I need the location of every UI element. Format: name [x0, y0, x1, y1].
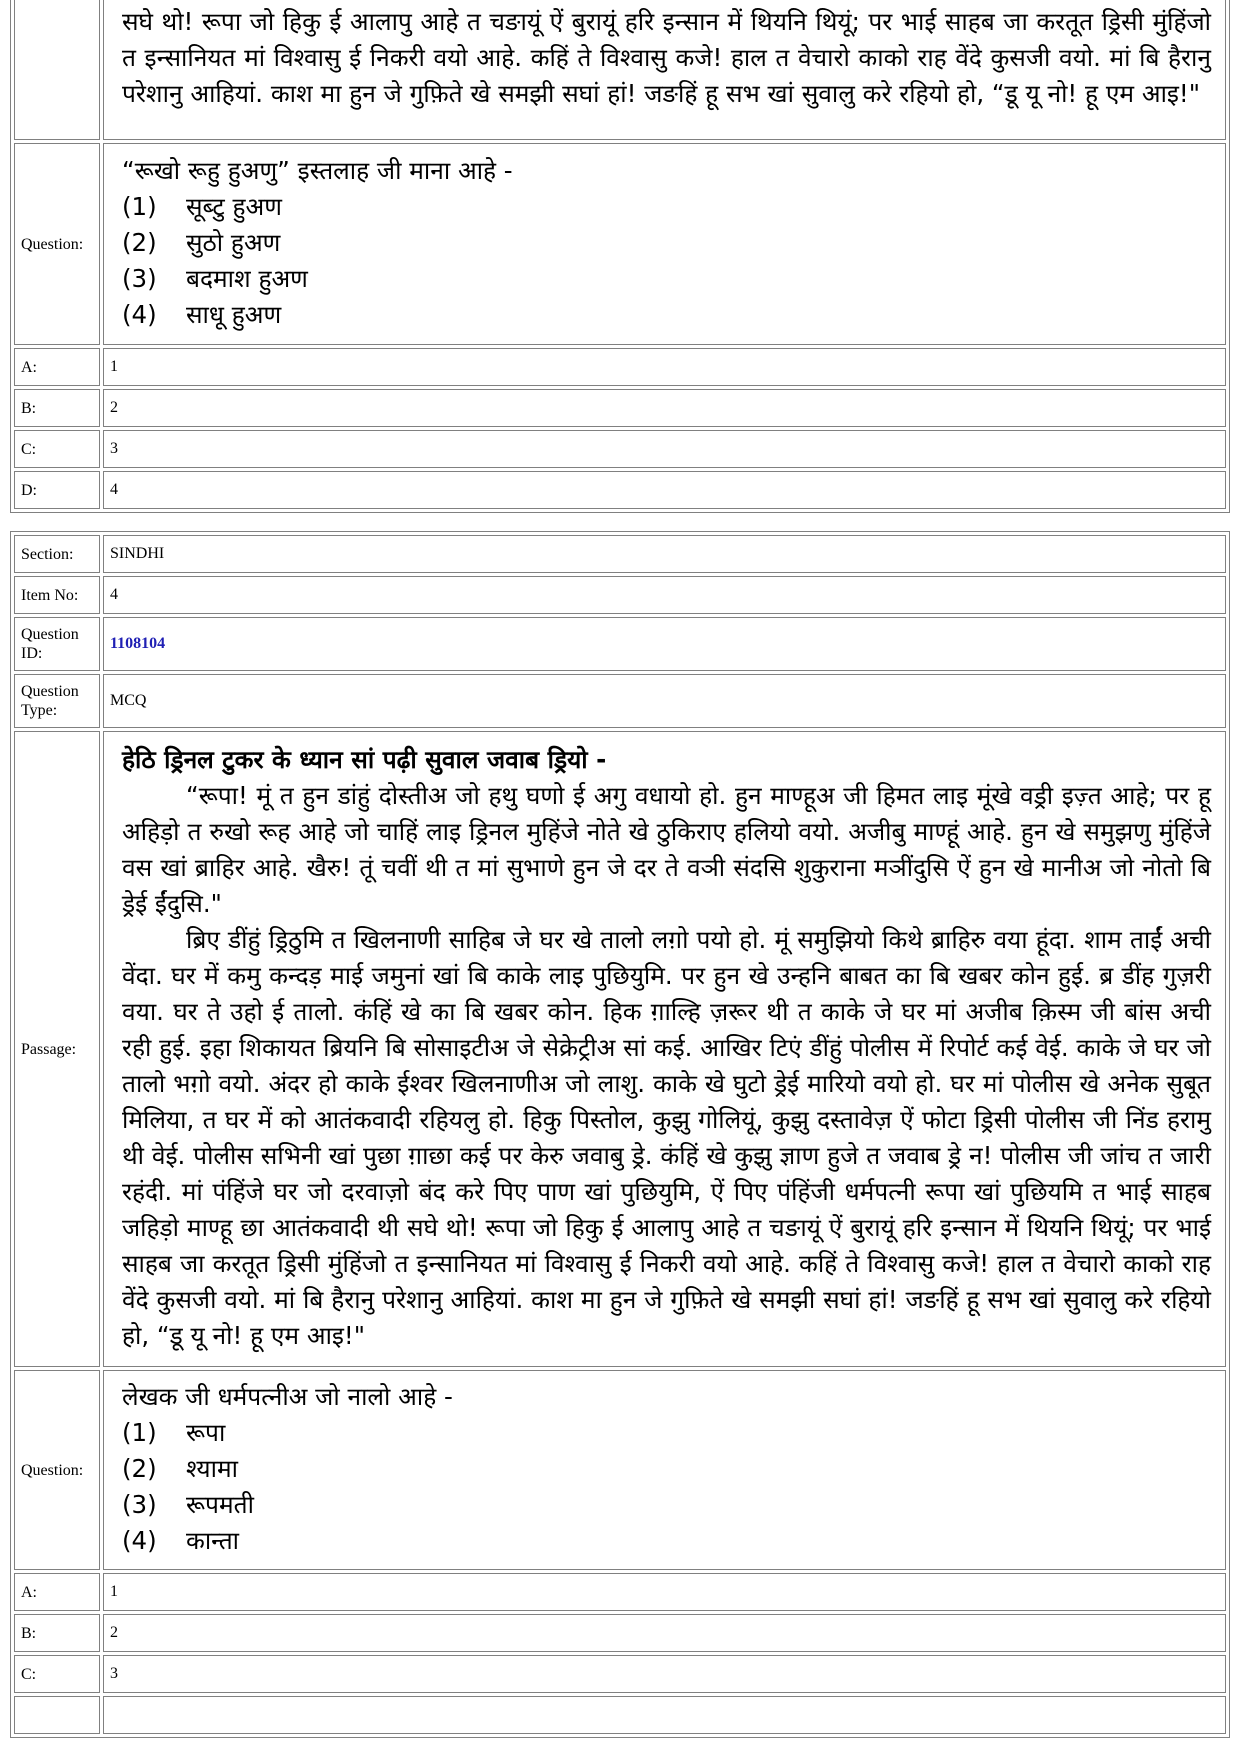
passage-heading: हेठि ड्रिनल टुकर के ध्यान सां पढ़ी सुवाल जवाब ड्रियो - [122, 745, 607, 774]
prev-option-3: (3) बदमाश हुअण [122, 264, 308, 293]
passage-label: Passage: [14, 731, 100, 1367]
answer-b-label: B: [14, 1614, 100, 1652]
question-label: Question: [14, 143, 100, 345]
section-label: Section: [14, 535, 100, 573]
option-1: (1) रूपा [122, 1418, 226, 1447]
passage-cell [103, 731, 1226, 1367]
passage-paragraph-2: ब्रिए डींहुं ड्रिठुमि त खिलनाणी साहिब जे घर खे तालो लग़ो पयो हो. मूं समुझियो किथे ब्राहिरु वया हूंदा. शाम ताईं अची वेंदा. घर में कमु कन्दड़ माई जमुनां खां बि काके लाइ पुछियुमि. पर हुन खे उन्हनि बाबत का बि खबर कोन हुई. ब्र डींह गुज़री वया. घर ते उहो ई तालो. कंहिं खे का बि खबर कोन. हिक ग़ाल्हि ज़रूर थी त काके जे घर मां अजीब क़िस्म जी बांस अची रही हुई. इहा शिकायत ब्रियनि बि सोसाइटीअ जे सेक्रेट्रीअ सां कई. आखिर टिएं डींहुं पोलीस में रिपोर्ट कई वेई. काके जे घर जो तालो भग़ो वयो. अंदर हो काके ईश्वर खिलनाणीअ जो लाशु. काके खे घुटो ड्रेई मारियो वयो हो. घर मां पोलीस खे अनेक सुबूत मिलिया, त घर में को आतंकवादी रहियलु हो. हिकु पिस्तोल, कुझु गोलियूं, कुझु दस्तावेज़ ऐं फोटा ड्रिसी पोलीस जी निंड हरामु थी वेई. पोलीस सभिनी खां पुछा ग़ाछा कई पर केरु जवाबु ड्रे. कंहिं खे कुझु ज्ञाण हुजे त जवाब ड्रे न! पोलीस जी जांच त जारी रहंदी. मां पंहिंजे घर जो दरवाज़ो बंद करे पिए पाण खां पुछियुमि, ऐं पिए पंहिंजी धर्मपत्नी रूपा खां पुछियमि त भाई साहब जहिड़ो माण्हू छा आतंकवादी थी सघे थो! रूपा जो हिकु ई आलापु आहे त चङायूं ऐं बुरायूं हरि इन्सान में थियनि थियूं; पर भाई साहब जा करतूत ड्रिसी मुंहिंजो त इन्सानियत मां विश्वासु ई निकरी वयो आहे. कहिं ते विश्वासु कजे! हाल त वेचारो काको राह वेंदे कुसजी वयो. मां बि हैरानु परेशानु आहियां. काश मा हुन जे गुफ़िते खे समझी सघां हां! जङहिं हू सभ खां सुवालु करे रहियो हो, “डू यू नो! हू एम आइ!" [122, 925, 1211, 1350]
answer-a-value: 1 [103, 1573, 1226, 1611]
answer-d-value [103, 1696, 1226, 1734]
prev-option-4: (4) साधू हुअण [122, 300, 282, 329]
item-no-value: 4 [103, 576, 1226, 614]
prev-answer-a-value: 1 [103, 348, 1226, 386]
answer-a-label: A: [14, 1573, 100, 1611]
answer-d-label: D: [14, 471, 100, 509]
question-label: Question: [14, 1370, 100, 1570]
answer-b-value: 2 [103, 1614, 1226, 1652]
option-2: (2) श्यामा [122, 1454, 238, 1483]
prev-option-2: (2) सुठो हुअण [122, 228, 281, 257]
prev-answer-d-value: 4 [103, 471, 1226, 509]
prev-passage-tail: सघे थो! रूपा जो हिकु ई आलापु आहे त चङायूं ऐं बुरायूं हरि इन्सान में थियनि थियूं; पर भाई साहब जा करतूत ड्रिसी मुंहिंजो त इन्सानियत मां विश्वासु ई निकरी वयो आहे. कहिं ते विश्वासु कजे! हाल त वेचारो काको राह वेंदे कुसजी वयो. मां बि हैरानु परेशानु आहियां. काश मा हुन जे गुफ़िते खे समझी सघां हां! जङहिं हू सभ खां सुवालु करे रहियो हो, “डू यू नो! हू एम आइ!" [103, 0, 1226, 140]
prev-question-cell [103, 143, 1226, 345]
answer-c-value: 3 [103, 1655, 1226, 1693]
answer-d-label [14, 1696, 100, 1734]
passage-label [14, 0, 100, 140]
option-3: (3) रूपमती [122, 1490, 254, 1519]
question-cell [103, 1370, 1226, 1570]
question-type-label: Question Type: [14, 674, 100, 728]
question-type-value: MCQ [103, 674, 1226, 728]
section-value: SINDHI [103, 535, 1226, 573]
answer-b-label: B: [14, 389, 100, 427]
question-text: लेखक जी धर्मपत्नीअ जो नालो आहे - [122, 1382, 453, 1411]
question-id-label: Question ID: [14, 617, 100, 671]
question-table [10, 531, 1230, 1738]
prev-question-text: “रूखो रूहु हुअणु” इस्तलाह जी माना आहे - [122, 156, 513, 185]
prev-option-1: (1) सूब्टु हुअण [122, 192, 282, 221]
item-no-label: Item No: [14, 576, 100, 614]
question-id-value: 1108104 [103, 617, 1226, 671]
answer-c-label: C: [14, 1655, 100, 1693]
passage-paragraph-1: “रूपा! मूं त हुन डांहुं दोस्तीअ जो हथु घणो ई अगु वधायो हो. हुन माण्हूअ जी हिमत लाइ मूंखे वड्री इज़्त आहे; पर हू अहिड़ो त रुखो रूह आहे जो चाहिं लाइ ड्रिनल मुहिंजे नोते खे ठुकिराए हलियो वयो. अजीबु माण्हूं आहे. हुन खे समुझणु मुंहिंजे वस खां ब्राहिर आहे. खैरु! तूं चवीं थी त मां सुभाणे हुन जे दर ते वञी संदसि शुकुराना मञींदुसि ऐं हुन खे मानीअ जो नोतो बि ड्रेई ईंदुसि." [122, 781, 1211, 918]
prev-answer-c-value: 3 [103, 430, 1226, 468]
prev-question-table [10, 0, 1230, 513]
prev-answer-b-value: 2 [103, 389, 1226, 427]
answer-c-label: C: [14, 430, 100, 468]
option-4: (4) कान्ता [122, 1526, 240, 1555]
answer-a-label: A: [14, 348, 100, 386]
